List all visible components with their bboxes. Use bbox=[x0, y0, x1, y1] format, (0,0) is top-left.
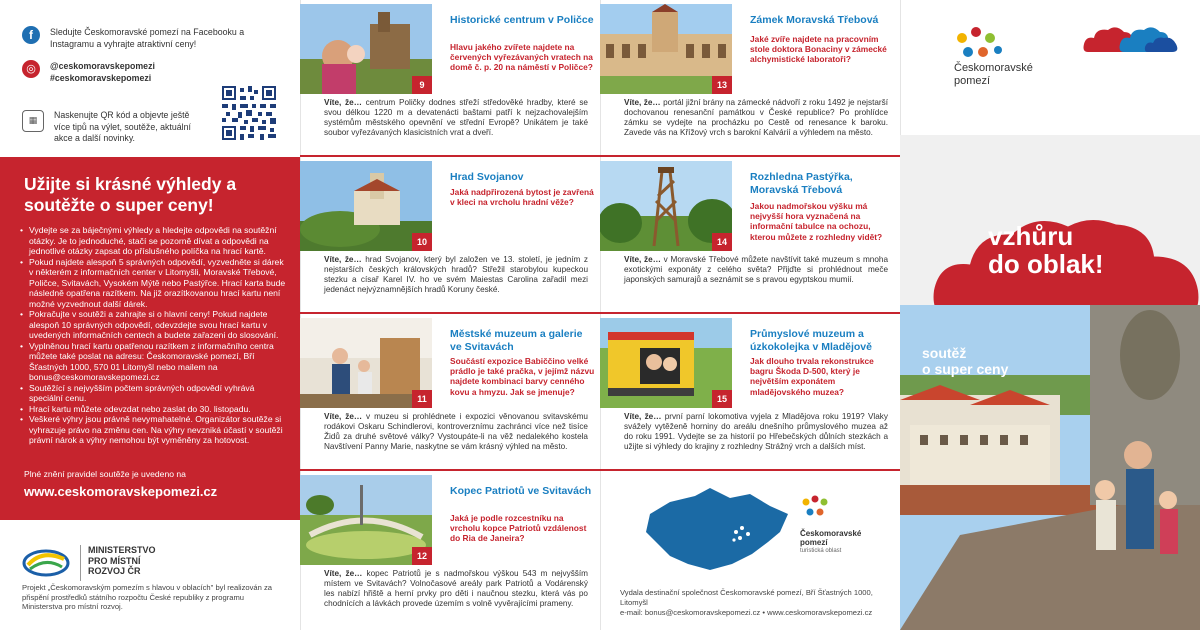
card-info: Víte, že… kopec Patriotů je s nadmořskou výškou 543 m nejvyšším místem ve Svitavách? Volnočasové areály park Patriotů a Vodárenský les nabízí hřiště a herní prvky pro děti i naučnou stezku, která vás po chodnících a lávkách provede územím s volně vyvěrajícími prameny. bbox=[324, 569, 588, 608]
instagram-handle[interactable]: @ceskomoravskepomezi bbox=[50, 61, 155, 71]
card-question: Hlavu jakého zvířete najdete na červených vyřezávaných vratech na domě č. p. 20 na náměstí v Poličce? bbox=[450, 42, 593, 73]
map-logo-line2: pomezí bbox=[800, 538, 828, 547]
facebook-text: Sledujte Českomoravské pomezí na Facebooku a Instagramu a vyhrajte atraktivní ceny! bbox=[50, 27, 245, 49]
card-number: 14 bbox=[712, 233, 732, 251]
publisher-info: Vydala destinační společnost Českomoravské pomezí, Bří Šťastných 1000, Litomyšl e-mail: bonus@ceskomoravskepomezi.cz • www.ceskomoravskepomezi.cz bbox=[620, 588, 873, 617]
card-number: 11 bbox=[412, 390, 432, 408]
facebook-icon[interactable]: f bbox=[22, 26, 40, 44]
card-info: Víte, že… portál jižní brány na zámecké nádvoří z roku 1492 je nejstarší dochovanou renesanční památkou v České republice? Po prohlídce zámku se vydejte na procházku po Cestě od renesance k baroku. Zavede vás na Křížový vrch s barokní Kalvárií a výhledem na město. bbox=[624, 98, 888, 137]
card-number: 12 bbox=[412, 547, 432, 565]
map-logo-line1: Českomoravské bbox=[800, 529, 862, 538]
brand-name: Českomoravské pomezí bbox=[954, 62, 1033, 87]
rule-item: • Pokud najdete alespoň 5 správných odpovědí, vyzvedněte si dárek v některém z informačních center v Litomyšli, Moravské Třebové, Poličce, Svitavách, Vysokém Mýtě nebo Pastýřce. Hrací karta bude následně opatřena razítkem. Na již orazítkovanou hrací kartu není možné vyzvednout další dárek. bbox=[20, 257, 288, 310]
card-title: Zámek Moravská Třebová bbox=[750, 14, 879, 26]
map-logo bbox=[800, 494, 895, 555]
card-info: Víte, že… centrum Poličky dodnes střeží středověké hradby, které se svou délkou 1220 m a devatenácti baštami patří k nejzachovalejším systémům městského opevnění ve střední Evropě? Unikátem je také soubor vyřezávaných klasicistních vrat a dveří. bbox=[324, 98, 588, 137]
site-card-13 bbox=[600, 0, 900, 155]
czech-map-icon bbox=[640, 484, 790, 584]
site-photo bbox=[300, 318, 432, 408]
map-logo-line3: turistická oblast bbox=[800, 548, 842, 554]
site-photo bbox=[600, 161, 732, 251]
rule-item: • Veškeré výhry jsou právně nevymahatelné. Organizátor soutěže si vyhrazuje právo na změnu cen. Na výhry nevzniká účastí v soutěži právní nárok a výhry nemohou být vyměněny za hotovost. bbox=[20, 414, 288, 446]
site-photo bbox=[300, 4, 432, 94]
card-question: Jak dlouho trvala rekonstrukce bagru Škoda D-500, který je největším exponátem mladějovského muzea? bbox=[750, 356, 874, 397]
card-question: Součástí expozice Babiččino velké prádlo je také pračka, v jejímž názvu najdete kombinaci barvy cenného kovu a hmyzu. Jak se jmenuje? bbox=[450, 356, 595, 397]
site-photo bbox=[300, 475, 432, 565]
instagram-icon[interactable]: ◎ bbox=[22, 60, 40, 78]
site-photo bbox=[300, 161, 432, 251]
site-photo bbox=[600, 4, 732, 94]
card-info: Víte, že… v Moravské Třebové můžete navštívit také muzeum s mnoha exotickými exponáty z celého světa? Přijďte si prohlédnout meče japonských samurajů a seznámit se s pravou egyptskou mumií. bbox=[624, 255, 889, 284]
rule-item: • Hrací kartu můžete odevzdat nebo zaslat do 30. listopadu. bbox=[20, 404, 288, 415]
website-link[interactable]: www.ceskomoravskepomezi.cz bbox=[24, 484, 218, 499]
card-number: 9 bbox=[412, 76, 432, 94]
card-info: Víte, že… hrad Svojanov, který byl založen ve 13. století, je jedním z nejstarších českých královských hradů? Střežil starobylou kupeckou stezku a císař Karel IV. ho ve svém Maiestas Carolina zařadil mezi jedenáct nejvýznamnějších hradů Koruny české. bbox=[324, 255, 588, 294]
qr-code-icon[interactable] bbox=[222, 86, 276, 140]
site-photo bbox=[600, 318, 732, 408]
instagram-hashtag[interactable]: #ceskomoravskepomezi bbox=[50, 73, 152, 83]
site-card-15 bbox=[600, 314, 900, 469]
phone-scan-icon: ▦ bbox=[22, 110, 44, 132]
card-info: Víte, že… v muzeu si prohlédnete i expozici věnovanou svitavskému rodákovi Oskaru Schindlerovi, kontroverznímu zachránci více než tisíce Židů za druhé světové války? Vystoupáte-li na věž nedalekého kostela Navštívení Panny Marie, naskytne se vám krásný výhled na město. bbox=[324, 412, 588, 451]
rule-item: • Soutěžící s nejvyšším počtem správných odpovědí vyhrává speciální cenu. bbox=[20, 383, 288, 404]
card-question: Jakou nadmořskou výšku má nejvyšší hora vyznačená na informační tabulce na ochozu, kterou můžete z rozhledny vidět? bbox=[750, 201, 883, 242]
card-title: Městské muzeum a galerie ve Svitavách bbox=[450, 328, 583, 353]
card-title: Historické centrum v Poličce bbox=[450, 14, 594, 26]
card-number: 15 bbox=[712, 390, 732, 408]
map-block bbox=[600, 470, 900, 630]
full-rules-text: Plné znění pravidel soutěže je uvedeno na bbox=[24, 469, 186, 479]
card-title: Rozhledna Pastýřka, Moravská Třebová bbox=[750, 171, 853, 196]
contest-heading: Užijte si krásné výhledy a soutěžte o super ceny! bbox=[24, 174, 237, 215]
cover-motto: vzhůru do oblak! bbox=[988, 221, 1104, 279]
cover-subtitle: soutěž o super ceny bbox=[922, 345, 1009, 377]
clouds-icon bbox=[1082, 22, 1182, 56]
rules-list bbox=[20, 225, 288, 446]
contest-rules-box bbox=[0, 157, 300, 520]
qr-text: Naskenujte QR kód a objevte ještě více tipů na výlet, soutěže, aktuální akce a další novinky. bbox=[54, 110, 191, 143]
rule-item: • Pokračujte v soutěži a zahrajte si o hlavní ceny! Pokud najdete alespoň 10 správných odpovědí, odevzdejte svou hrací kartu v uvedených informačních centech a budete zařazeni do slosování. bbox=[20, 309, 288, 341]
card-title: Průmyslové muzeum a úzkokolejka v Mladějově bbox=[750, 328, 872, 353]
rule-item: • Vyplněnou hrací kartu opatřenou razítkem z informačního centra můžete také poslat na adresu: Českomoravské pomezí, Bří Šťastných 1000, 570 01 Litomyšl nebo mailem na bonus@ceskomoravskepomezi.cz bbox=[20, 341, 288, 383]
ministry-name: MINISTERSTVO PRO MÍSTNÍ ROZVOJ ČR bbox=[88, 545, 156, 576]
card-question: Jaká je podle rozcestníku na vrcholu kopce Patriotů vzdálenost do Ria de Janeira? bbox=[450, 513, 587, 544]
card-question: Jaké zvíře najdete na pracovním stole doktora Bonaciny v zámecké alchymistické laboratoři? bbox=[750, 34, 887, 65]
card-number: 13 bbox=[712, 76, 732, 94]
card-title: Kopec Patriotů ve Svitavách bbox=[450, 485, 592, 497]
site-card-10 bbox=[300, 157, 600, 312]
card-info: Víte, že… první parní lokomotiva vyjela z Mladějova roku 1919? Vlaky svážely vytěženě horniny do areálu dnešního průmyslového muzea až do roku 1991. Vydejte se za historií po Hřebečských důlních stezkách a užijte si výhledy do krajiny z rozhledny Strážný vrch a dalších míst. bbox=[624, 412, 888, 451]
site-card-11 bbox=[300, 314, 600, 469]
site-card-12 bbox=[300, 471, 600, 626]
brand-logo bbox=[952, 26, 1182, 96]
rule-item: • Vydejte se za báječnými výhledy a hledejte odpovědi na soutěžní otázky. Je to jednoduché, stačí se pozorně dívat a odpovědi na jednotlivé otázky zapsat do příslušného políčka na hrací kartě. bbox=[20, 225, 288, 257]
ministry-emblem-icon bbox=[22, 545, 70, 579]
brand-dots-icon bbox=[800, 494, 836, 524]
cover-panel bbox=[900, 0, 1200, 630]
site-card-9 bbox=[300, 0, 600, 155]
card-number: 10 bbox=[412, 233, 432, 251]
card-title: Hrad Svojanov bbox=[450, 171, 524, 183]
ministry-logo bbox=[22, 545, 292, 585]
card-question: Jaká nadpřirozená bytost je zavřená v kleci na vrcholu hradní věže? bbox=[450, 187, 594, 208]
info-panel bbox=[0, 0, 300, 630]
site-card-14 bbox=[600, 157, 900, 312]
qr-block bbox=[22, 108, 282, 142]
brand-dots-icon bbox=[952, 26, 1022, 61]
project-note: Projekt „Českomoravským pomezím s hlavou v oblacích" byl realizován za přispění prostředků státního rozpočtu České republiky z programu Ministerstva pro místní rozvoj. bbox=[22, 583, 273, 611]
social-block bbox=[22, 26, 282, 94]
